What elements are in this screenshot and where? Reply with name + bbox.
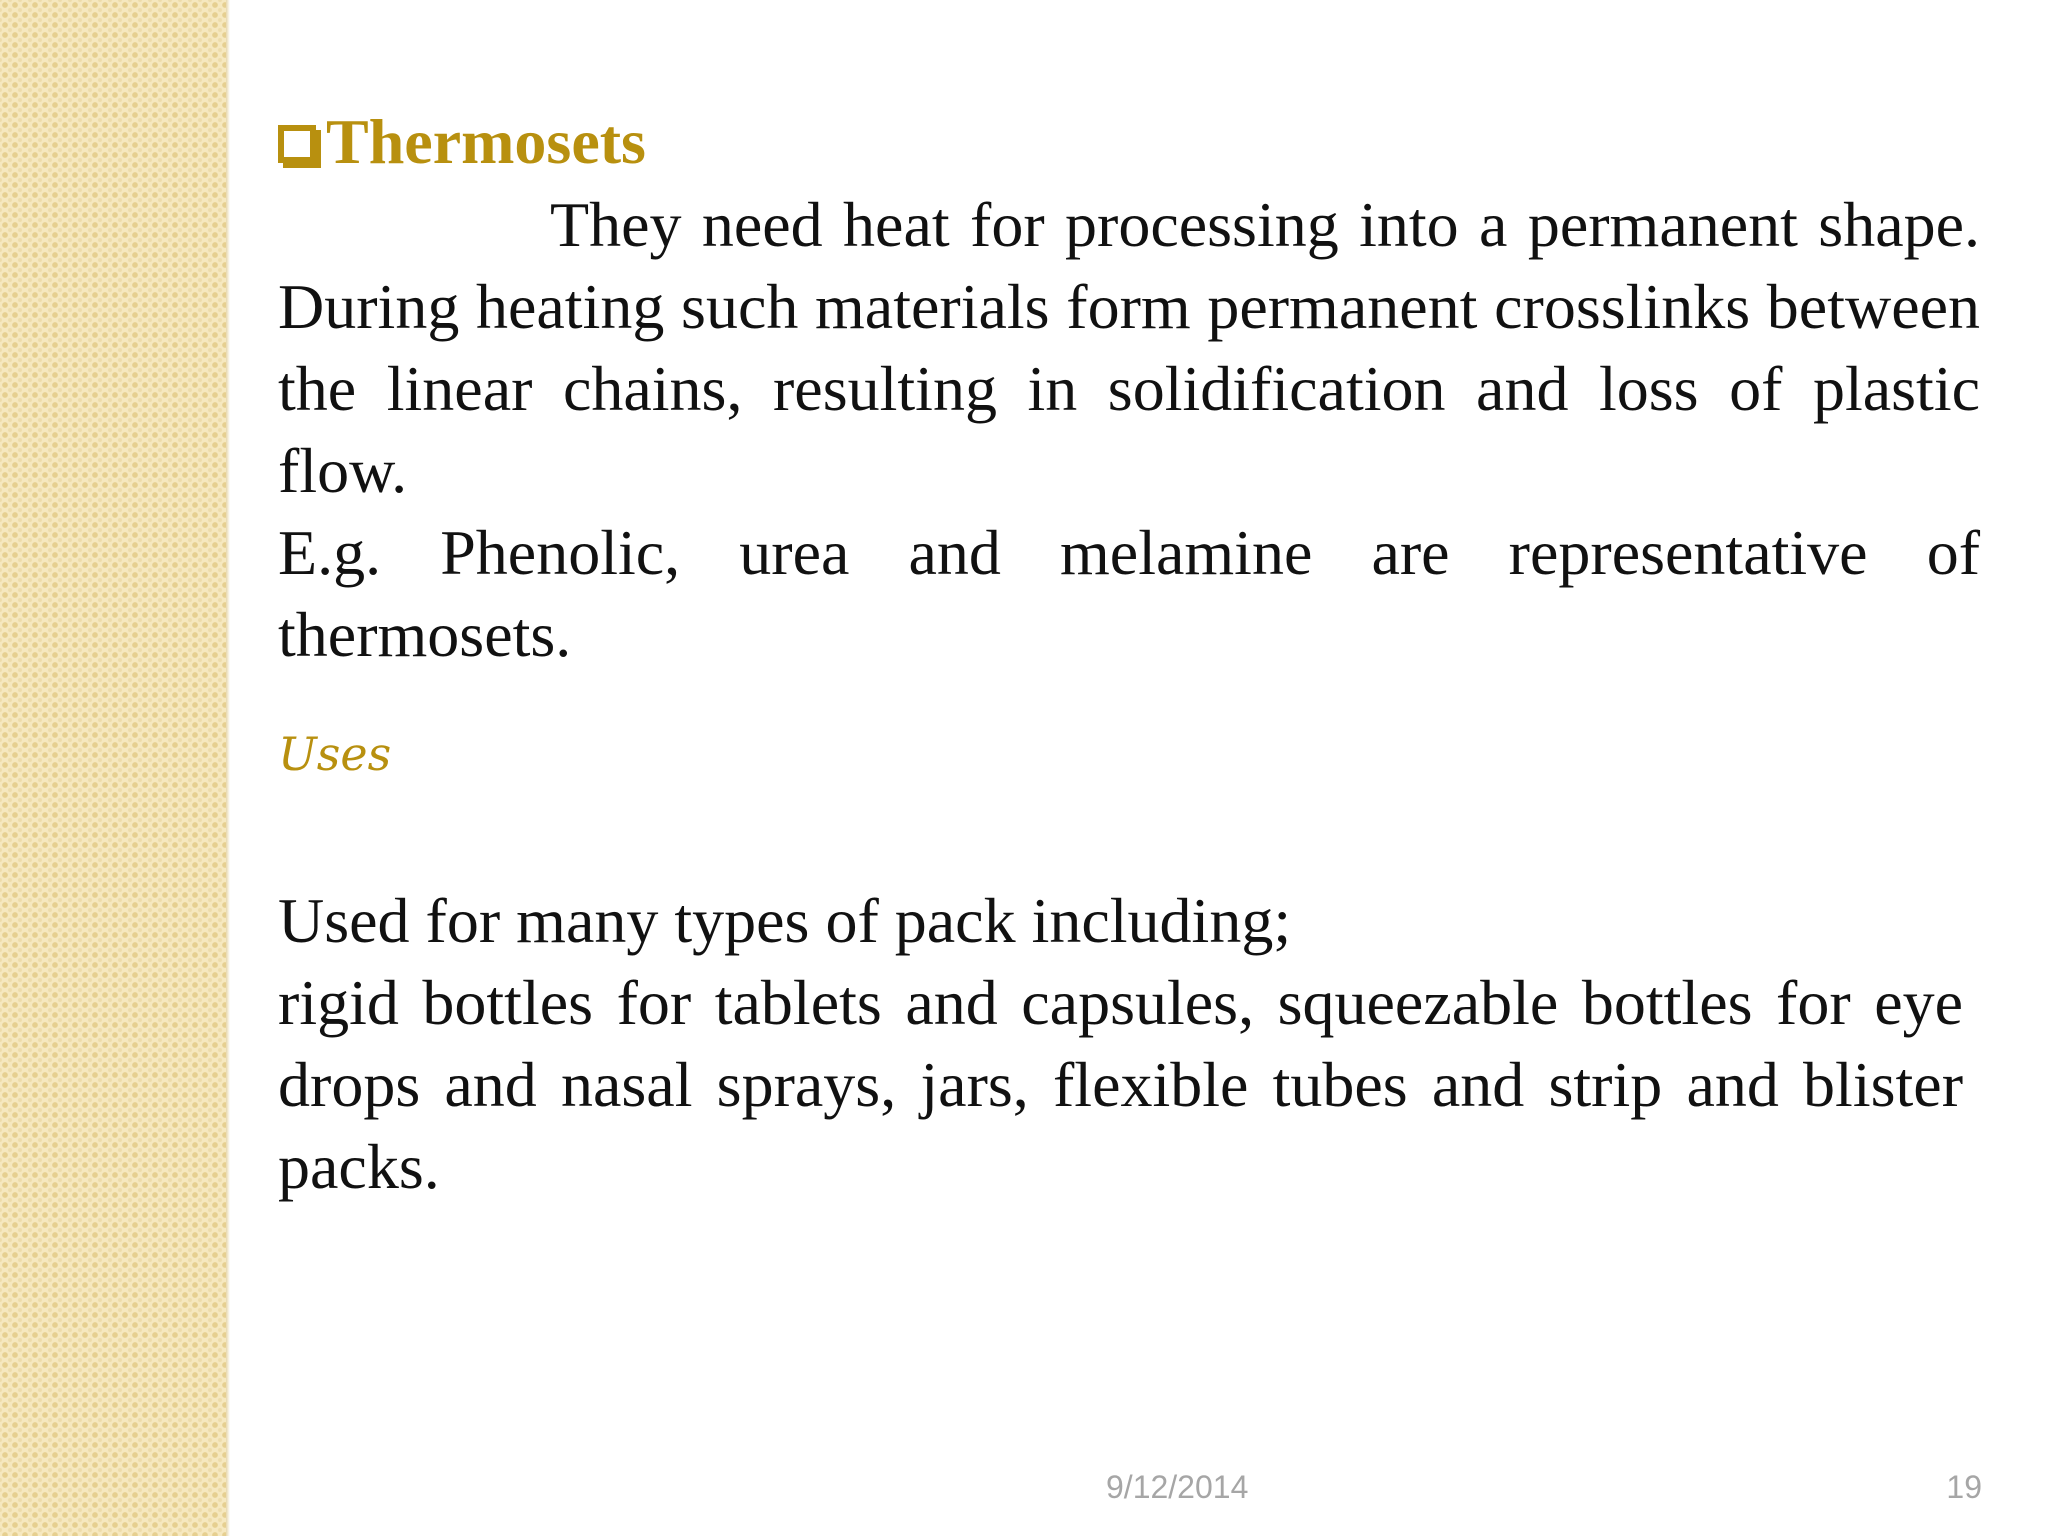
page-number: 19: [1946, 1469, 1982, 1505]
uses-detail-paragraph: rigid bottles for tablets and capsules, squeezable bottles for eye drops and nasal sprays, jars, flexible tubes and strip and blister packs.: [278, 967, 1963, 1202]
checkbox-bullet-icon: [278, 125, 316, 163]
uses-subheading: Uses: [278, 727, 392, 781]
slide-heading: [278, 100, 1980, 184]
heading-text: Thermosets: [326, 106, 646, 177]
slide-content: [278, 100, 1980, 784]
definition-paragraph: They need heat for processing into a permanent shape. During heating such materials form permanent crosslinks between the linear chains, resulting in solidification and loss of plastic flow.: [278, 189, 1980, 506]
footer-date: 9/12/2014: [1106, 1469, 1249, 1505]
example-paragraph: E.g. Phenolic, urea and melamine are representative of thermosets.: [278, 517, 1980, 670]
decorative-side-band: [0, 0, 226, 1536]
side-band-edge: [226, 0, 230, 1536]
uses-intro-line: Used for many types of pack including;: [278, 885, 1292, 956]
uses-content: [278, 880, 1963, 1208]
